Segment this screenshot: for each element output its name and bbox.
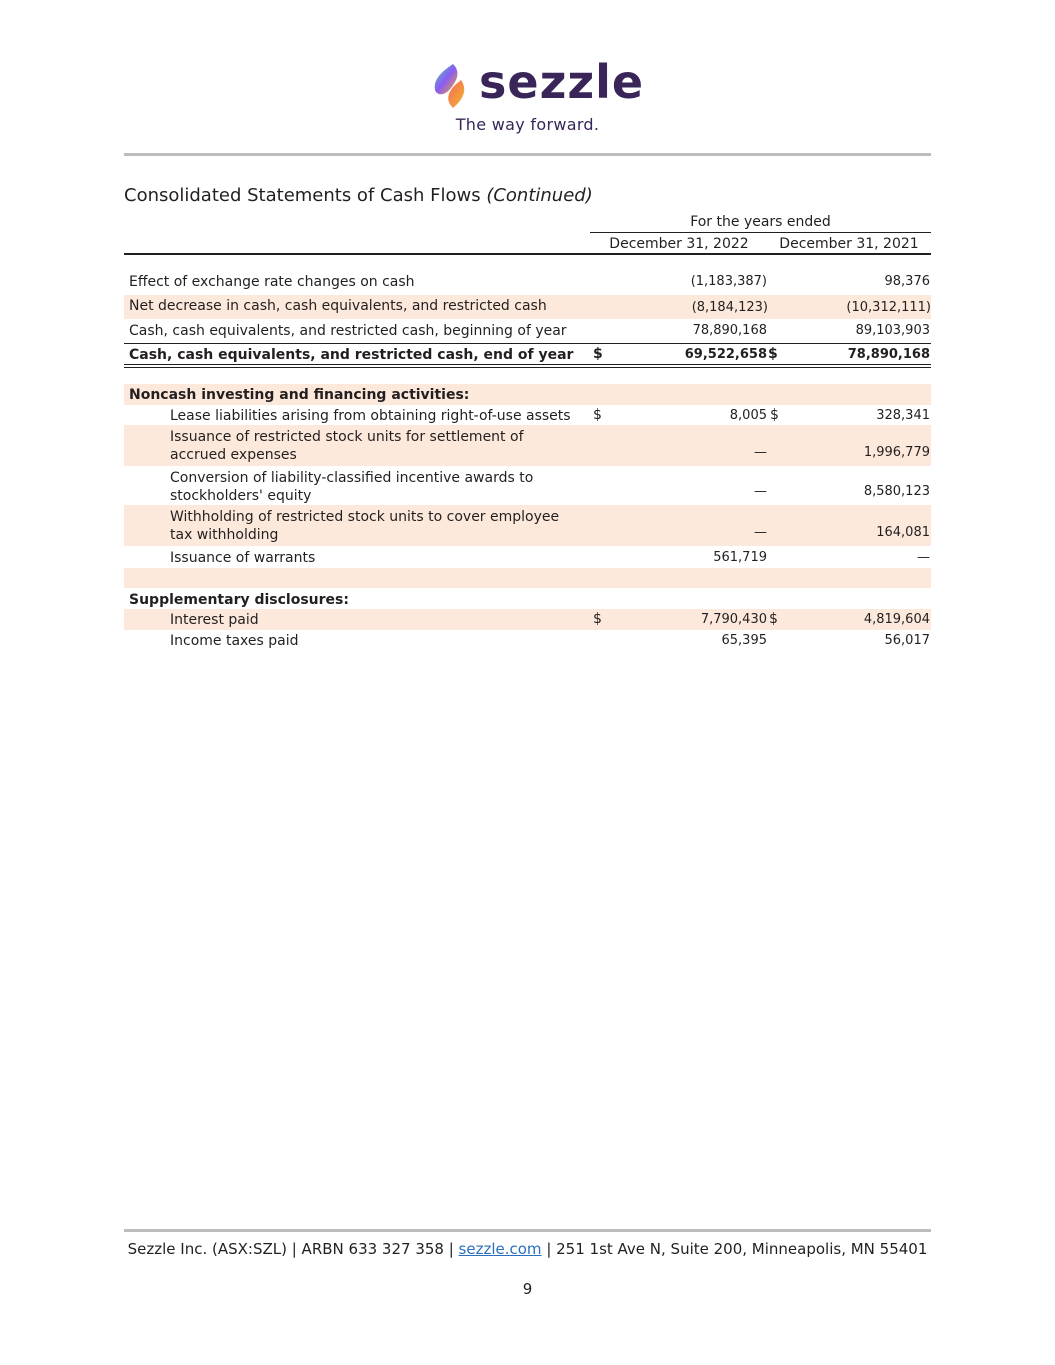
value-2021: 78,890,168 [847,347,930,362]
value-2022: (1,183,387) [690,274,767,289]
header-rule [124,253,931,255]
value-2021: 1,996,779 [863,445,930,460]
column-header-2022: December 31, 2022 [609,236,749,252]
header-divider [124,153,931,156]
title-main: Consolidated Statements of Cash Flows [124,185,487,206]
section-label: Noncash investing and financing activities: [129,387,470,403]
website-link[interactable]: sezzle.com [458,1240,542,1258]
section-heading [124,589,931,609]
table-row [124,630,931,651]
table-row [124,547,931,568]
row-label: Net decrease in cash, cash equivalents, and restricted cash [129,298,547,314]
value-2021: 98,376 [884,274,930,289]
dollar-sign: $ [768,346,778,362]
total-double-rule-2 [124,367,931,368]
value-2022: — [754,484,767,499]
row-label-line2: accrued expenses [170,447,297,463]
spacer-row [124,568,931,588]
dollar-sign: $ [593,346,603,362]
tagline: The way forward. [455,115,600,134]
value-2022: (8,184,123) [691,300,768,315]
row-label-line1: Conversion of liability-classified incentive awards to [170,470,534,486]
page-number: 9 [522,1280,533,1298]
table-row [124,425,931,466]
value-2021: 56,017 [884,633,930,648]
row-label: Issuance of warrants [170,550,316,566]
value-2021: 4,819,604 [863,612,930,627]
footer-address: | 251 1st Ave N, Suite 200, Minneapolis, MN 55401 [541,1240,928,1258]
value-2022: 69,522,658 [684,347,767,362]
row-label: Lease liabilities arising from obtaining right-of-use assets [170,408,571,424]
table-row [124,609,931,630]
row-label-line1: Withholding of restricted stock units to cover employee [170,509,560,525]
row-label: Cash, cash equivalents, and restricted cash, end of year [129,347,574,363]
logo-wordmark: sezzle [479,55,645,109]
row-label-line2: tax withholding [170,527,279,543]
total-double-rule-1 [124,364,931,365]
dollar-sign: $ [593,611,602,627]
value-2022: 561,719 [713,550,767,565]
row-label-line2: stockholders' equity [170,488,312,504]
period-header: For the years ended [690,214,831,230]
sezzle-logo [431,55,645,110]
value-2021: 328,341 [876,408,930,423]
value-2022: — [754,445,767,460]
value-2021: — [917,550,930,565]
value-2022: 8,005 [729,408,767,423]
table-row [124,505,931,546]
value-2021: 8,580,123 [863,484,930,499]
value-2021: 89,103,903 [855,323,930,338]
value-2021: 164,081 [876,525,930,540]
value-2022: — [754,525,767,540]
table-row [124,320,931,342]
row-label: Income taxes paid [170,633,299,649]
value-2022: 7,790,430 [700,612,767,627]
row-label: Cash, cash equivalents, and restricted cash, beginning of year [129,323,567,339]
value-2022: 78,890,168 [692,323,767,338]
footer [124,1240,931,1258]
footer-company-info: Sezzle Inc. (ASX:SZL) | ARBN 633 327 358 | [127,1240,459,1258]
section-label: Supplementary disclosures: [129,592,349,608]
table-row [124,271,931,293]
dollar-sign: $ [769,611,778,627]
table-row-total [124,345,931,365]
row-label: Interest paid [170,612,259,628]
section-heading [124,384,931,405]
value-2022: 65,395 [721,633,767,648]
value-2021: (10,312,111) [846,300,931,315]
sezzle-logo-mark-icon [431,62,473,110]
table-row [124,466,931,505]
title-suffix: (Continued) [486,185,593,206]
total-top-rule [124,343,931,344]
page-title [124,185,593,206]
row-label: Effect of exchange rate changes on cash [129,274,415,290]
period-underline [590,232,931,233]
dollar-sign: $ [593,407,602,423]
table-row [124,295,931,319]
table-row [124,405,931,425]
dollar-sign: $ [770,407,779,423]
footer-divider [124,1229,931,1232]
column-header-2021: December 31, 2021 [779,236,919,252]
row-label-line1: Issuance of restricted stock units for settlement of [170,429,524,445]
